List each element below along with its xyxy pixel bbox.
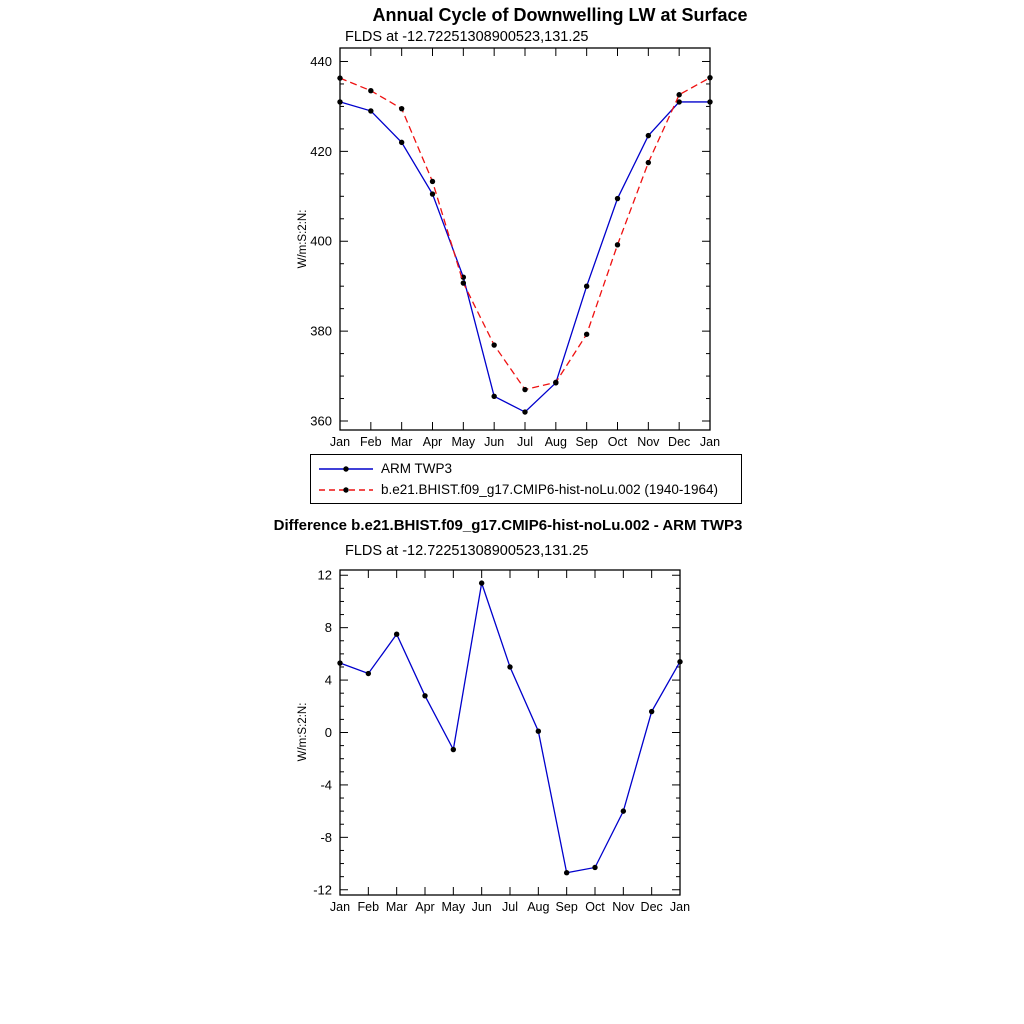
svg-text:420: 420 [310,143,332,159]
svg-text:Jan: Jan [329,435,351,449]
svg-text:8: 8 [324,620,332,636]
legend-item-arm-twp3 [311,458,741,479]
legend-solid-line-icon [318,463,374,475]
bottom-chart-y-axis-label: W/m:S:2:N: [297,702,309,762]
bottom-chart-plot [290,562,770,927]
svg-text:Jul: Jul [517,435,533,449]
svg-text:Jul: Jul [502,900,518,914]
svg-text:360: 360 [310,413,332,429]
svg-text:Sep: Sep [575,435,598,449]
svg-text:Feb: Feb [357,900,380,914]
svg-text:12: 12 [317,567,332,583]
legend-label-model: b.e21.BHIST.f09_g17.CMIP6-hist-noLu.002 (1940-1964) [381,482,718,497]
top-chart-title: Annual Cycle of Downwelling LW at Surface [372,5,748,25]
svg-text:Dec: Dec [640,900,663,914]
top-chart-subtitle: FLDS at -12.72251308900523,131.25 [345,29,589,45]
legend-box [310,454,742,504]
svg-text:Jan: Jan [669,900,691,914]
svg-text:Dec: Dec [668,435,691,449]
svg-text:Jan: Jan [329,900,351,914]
svg-text:Mar: Mar [390,435,413,449]
legend-item-model [311,479,741,500]
svg-text:-12: -12 [313,882,332,898]
svg-text:Feb: Feb [360,435,382,449]
svg-text:4: 4 [324,672,332,688]
svg-text:Nov: Nov [612,900,635,914]
svg-text:-4: -4 [320,777,332,793]
bottom-chart-subtitle: FLDS at -12.72251308900523,131.25 [345,543,589,559]
svg-text:0: 0 [324,725,332,740]
svg-text:Apr: Apr [415,900,435,914]
top-chart-plot [290,46,770,456]
svg-text:Jan: Jan [699,435,721,449]
svg-text:Oct: Oct [585,900,605,914]
legend-label-arm-twp3: ARM TWP3 [381,461,453,476]
svg-text:440: 440 [310,53,332,69]
svg-text:May: May [451,435,476,449]
legend-dashed-line-icon [318,484,374,496]
svg-text:Oct: Oct [607,435,628,449]
svg-text:Jun: Jun [471,900,492,914]
svg-text:Mar: Mar [385,900,408,914]
svg-text:Aug: Aug [527,900,550,914]
svg-text:-8: -8 [320,829,332,845]
bottom-chart-title: Difference b.e21.BHIST.f09_g17.CMIP6-hist-noLu.002 - ARM TWP3 [273,517,743,534]
svg-text:Sep: Sep [555,900,578,914]
top-chart-y-axis-label: W/m:S:2:N: [297,209,309,269]
svg-text:Jun: Jun [484,435,505,449]
svg-text:Aug: Aug [544,435,567,449]
svg-text:Nov: Nov [637,435,660,449]
svg-text:400: 400 [310,233,332,249]
svg-text:Apr: Apr [422,435,443,449]
svg-text:May: May [441,900,466,914]
svg-text:380: 380 [310,323,332,339]
